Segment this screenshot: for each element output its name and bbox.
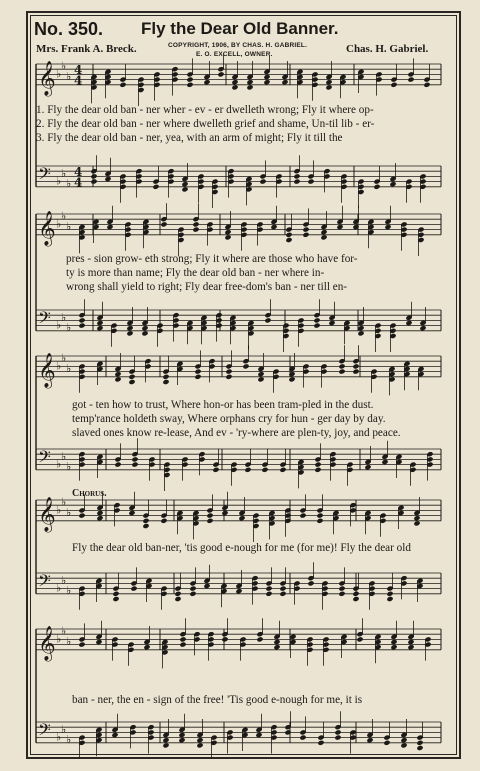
note-head (405, 320, 412, 326)
treble-clef-icon: 𝄞 (38, 352, 56, 388)
note-head (90, 179, 97, 185)
note-head (128, 379, 135, 385)
note-head (126, 330, 133, 336)
note-head (302, 227, 309, 233)
flat-icon: ♭ (56, 217, 62, 231)
note-head (386, 591, 393, 597)
note-head (279, 591, 286, 597)
note-head (356, 636, 363, 642)
note-head (390, 82, 397, 88)
note-head (316, 513, 323, 519)
note-head (186, 77, 193, 83)
note-head (307, 580, 314, 586)
bass-clef-icon: 𝄢 (38, 570, 51, 595)
note-head (128, 510, 135, 516)
note-head (256, 636, 263, 642)
note-head (244, 467, 251, 473)
note-head (131, 456, 138, 462)
flat-icon: ♭ (61, 495, 67, 509)
note-head (381, 459, 388, 465)
note-head (265, 591, 272, 597)
note-head (224, 234, 231, 240)
note-head (407, 644, 414, 650)
note-head (162, 374, 169, 380)
note-head (114, 371, 121, 377)
flat-icon: ♭ (66, 362, 72, 375)
note-head (78, 642, 85, 648)
note-head (131, 462, 138, 468)
note-head (261, 467, 268, 473)
flat-icon: ♭ (66, 584, 72, 598)
note-head (407, 639, 414, 645)
note-head (255, 732, 262, 738)
flat-icon: ♭ (61, 351, 67, 365)
flat-icon: ♭ (56, 632, 62, 646)
flat-icon: ♭ (66, 506, 72, 519)
note-head (179, 636, 186, 642)
note-head (96, 325, 103, 331)
chorus-label: Chorus. (72, 488, 107, 499)
note-head (265, 586, 272, 592)
note-head (174, 596, 181, 602)
note-head (189, 591, 196, 597)
note-head (196, 742, 203, 748)
treble-clef-icon: 𝄞 (38, 60, 56, 96)
flat-icon: ♭ (56, 174, 62, 188)
flat-icon: ♭ (61, 59, 67, 73)
lyricist: Mrs. Frank A. Breck. (36, 43, 137, 55)
note-head (181, 181, 188, 187)
note-head (328, 320, 335, 326)
note-head (288, 376, 295, 382)
note-head (316, 518, 323, 524)
note-head (194, 369, 201, 375)
flat-icon: ♭ (66, 635, 72, 648)
flat-icon: ♭ (61, 573, 67, 587)
note-head (352, 369, 359, 375)
hymn-title: Fly the Dear Old Banner. (141, 19, 339, 38)
note-head (400, 742, 407, 748)
flat-icon: ♭ (66, 733, 72, 747)
note-head (179, 642, 186, 648)
note-head (338, 369, 345, 375)
lyric-line: Fly the dear old ban-ner, 'tis good e-nough for me (for me)! Fly the dear old (72, 542, 411, 554)
note-head (217, 71, 224, 77)
note-head (284, 729, 291, 735)
note-head (206, 518, 213, 524)
note-head (263, 79, 270, 85)
note-head (231, 84, 238, 90)
lyric-line: slaved ones know re-lease, And ev - 'ry-where are plen-ty, joy, and peace. (72, 427, 401, 439)
note-head (130, 586, 137, 592)
note-head (352, 591, 359, 597)
lyric-line: ban - ner, the en - sign of the free! 'Tis good e-nough for me, it is (72, 694, 363, 706)
note-head (307, 179, 314, 185)
note-head (203, 79, 210, 85)
note-head (325, 84, 332, 90)
note-head (96, 510, 103, 516)
note-head (334, 729, 341, 735)
note-head (162, 379, 169, 385)
flat-icon: ♭ (66, 321, 72, 335)
note-head (279, 467, 286, 473)
hymn-number: No. 350. (34, 19, 104, 39)
note-head (142, 523, 149, 529)
note-head (162, 737, 169, 743)
note-head (373, 184, 380, 190)
note-head (320, 234, 327, 240)
bass-clef-icon: 𝄢 (38, 446, 51, 471)
treble-clef-icon: 𝄞 (38, 496, 56, 532)
note-head (141, 330, 148, 336)
flat-icon: ♭ (56, 318, 62, 332)
note-head (194, 374, 201, 380)
bass-clef-icon: 𝄢 (38, 307, 51, 332)
flat-icon: ♭ (56, 457, 62, 471)
lyric-line: 2. Fly the dear old ban - ner where dwelleth grief and shame, Un-til lib - er- (36, 118, 375, 130)
note-head (186, 82, 193, 88)
treble-clef-icon: 𝄞 (38, 210, 56, 246)
lyric-line: 1. Fly the dear old ban - ner wher - ev - er dwelleth wrong; Fly it where op- (36, 104, 374, 116)
lyric-line: got - ten how to trust, Where hon-or has been tram-pled in the dust. (72, 399, 374, 411)
note-head (225, 369, 232, 375)
note-head (314, 462, 321, 468)
note-head (416, 740, 423, 746)
note-head (299, 735, 306, 741)
treble-clef-icon: 𝄞 (38, 625, 56, 661)
flat-icon: ♭ (56, 503, 62, 517)
note-head (178, 732, 185, 738)
note-head (257, 371, 264, 377)
note-head (285, 232, 292, 238)
note-head (238, 515, 245, 521)
lyric-line: pres - sion grow- eth strong; Fly it where are those who have for- (66, 253, 358, 265)
flat-icon: ♭ (61, 209, 67, 223)
flat-icon: ♭ (56, 730, 62, 744)
copyright-owner: E. O. EXCELL, OWNER. (196, 51, 273, 58)
note-head (212, 467, 219, 473)
note-head (390, 644, 397, 650)
note-head (273, 639, 280, 645)
note-head (192, 221, 199, 227)
note-head (302, 232, 309, 238)
note-head (366, 737, 373, 743)
composer: Chas. H. Gabriel. (346, 43, 429, 55)
note-head (357, 330, 364, 336)
note-head (338, 591, 345, 597)
note-head (279, 586, 286, 592)
copyright-line: COPYRIGHT, 1906, BY CHAS. H. GABRIEL. (168, 42, 308, 49)
note-head (162, 742, 169, 748)
note-head (142, 518, 149, 524)
note-head (400, 737, 407, 743)
note-head (160, 518, 167, 524)
lyric-line: 3. Fly the dear old ban - ner, yea, with an arm of might; Fly it till the (36, 132, 343, 144)
note-head (231, 79, 238, 85)
note-head (152, 184, 159, 190)
note-head (352, 363, 359, 369)
note-head (273, 644, 280, 650)
bass-clef-icon: 𝄢 (38, 163, 51, 188)
note-head (225, 374, 232, 380)
time-signature-top: 4 (74, 164, 83, 179)
flat-icon: ♭ (66, 220, 72, 233)
note-head (221, 636, 228, 642)
note-head (206, 513, 213, 519)
note-head (264, 317, 271, 323)
flat-icon: ♭ (66, 70, 72, 83)
note-head (78, 317, 85, 323)
note-head (352, 224, 359, 230)
flat-icon: ♭ (66, 460, 72, 474)
flat-icon: ♭ (66, 177, 72, 191)
note-head (95, 639, 102, 645)
note-head (112, 596, 119, 602)
note-head (288, 371, 295, 377)
note-head (192, 227, 199, 233)
note-head (407, 77, 414, 83)
flat-icon: ♭ (61, 624, 67, 638)
note-head (313, 323, 320, 329)
flat-icon: ♭ (56, 581, 62, 595)
note-head (313, 317, 320, 323)
note-head (299, 513, 306, 519)
note-head (221, 510, 228, 516)
note-head (242, 363, 249, 369)
note-head (114, 376, 121, 382)
note-head (106, 224, 113, 230)
lyric-line: ty is more than name; Fly the dear old ban - ner where in- (66, 267, 325, 279)
note-head (364, 464, 371, 470)
note-head (413, 520, 420, 526)
note-head (114, 462, 121, 468)
note-head (386, 596, 393, 602)
flat-icon: ♭ (61, 310, 67, 324)
note-head (178, 737, 185, 743)
note-head (96, 320, 103, 326)
note-head (317, 740, 324, 746)
note-head (96, 515, 103, 521)
lyric-line: temp'rance holdeth sway, Where orphans cry for hun - ger day by day. (72, 413, 386, 425)
note-head (390, 639, 397, 645)
note-head (143, 644, 150, 650)
note-head (389, 181, 396, 187)
note-head (90, 173, 97, 179)
note-head (263, 74, 270, 80)
note-head (338, 363, 345, 369)
note-head (383, 740, 390, 746)
note-head (181, 186, 188, 192)
flat-icon: ♭ (56, 359, 62, 373)
note-head (111, 732, 118, 738)
time-signature-bottom: 4 (74, 73, 83, 88)
note-head (246, 84, 253, 90)
note-head (334, 735, 341, 741)
note-head (384, 224, 391, 230)
note-head (259, 179, 266, 185)
note-head (189, 586, 196, 592)
note-head (314, 467, 321, 473)
note-head (419, 325, 426, 331)
note-head (285, 237, 292, 243)
note-head (128, 374, 135, 380)
note-head (281, 79, 288, 85)
note-head (246, 79, 253, 85)
note-head (320, 229, 327, 235)
note-head (160, 221, 167, 227)
note-head (112, 591, 119, 597)
note-head (104, 176, 111, 182)
note-head (336, 224, 343, 230)
note-head (423, 82, 430, 88)
note-head (257, 376, 264, 382)
note-head (196, 737, 203, 743)
flat-icon: ♭ (56, 67, 62, 81)
note-head (293, 179, 300, 185)
note-head (235, 588, 242, 594)
bass-clef-icon: 𝄢 (38, 719, 51, 744)
time-signature-bottom: 4 (74, 175, 83, 190)
note-head (338, 586, 345, 592)
note-head (325, 79, 332, 85)
note-head (174, 591, 181, 597)
lyric-line: wrong shall yield to right; Fly dear free-dom's ban - ner till en- (66, 281, 348, 293)
note-head (78, 323, 85, 329)
note-head (126, 325, 133, 331)
note-head (270, 224, 277, 230)
flat-icon: ♭ (61, 722, 67, 736)
note-head (413, 515, 420, 521)
note-head (352, 596, 359, 602)
note-head (293, 173, 300, 179)
note-head (78, 513, 85, 519)
note-head (203, 583, 210, 589)
note-head (119, 82, 126, 88)
time-signature-top: 4 (74, 62, 83, 77)
flat-icon: ♭ (61, 449, 67, 463)
note-head (141, 325, 148, 331)
flat-icon: ♭ (61, 166, 67, 180)
note-head (416, 745, 423, 751)
note-head (224, 229, 231, 235)
